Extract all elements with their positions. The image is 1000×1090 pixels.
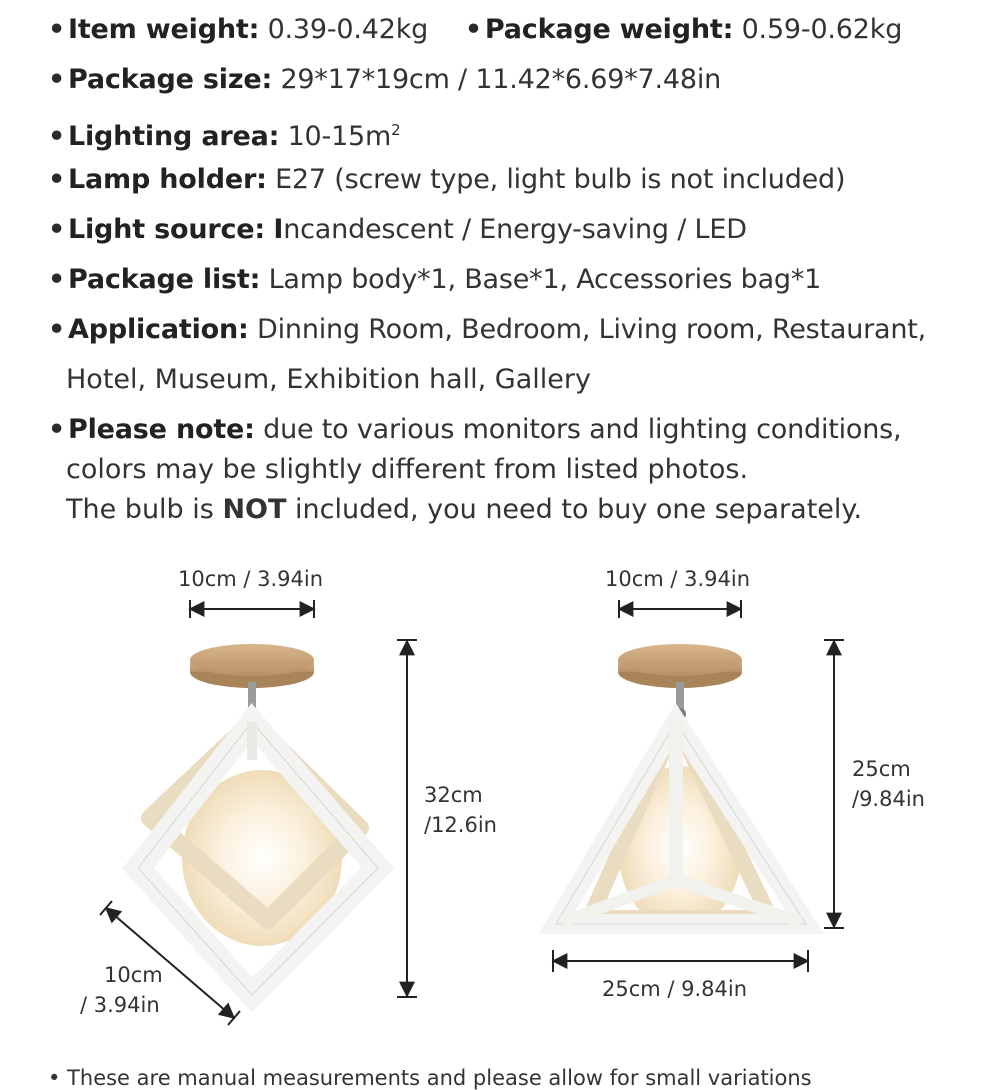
lamp-holder-label: Lamp holder:	[68, 164, 267, 195]
note-label: Please note:	[68, 414, 255, 445]
note-line3-bold: NOT	[222, 494, 287, 525]
cube-lamp	[138, 644, 378, 995]
note-line3-pre: The bulb is	[66, 494, 214, 525]
measurement-footnote: • These are manual measurements and please allow for small variations	[48, 1066, 812, 1090]
package-list-label: Package list:	[68, 264, 261, 295]
light-source-label: Light source:	[68, 214, 265, 245]
cube-wood-base	[190, 644, 314, 676]
bullet: •	[48, 164, 66, 195]
lighting-area-value: 10-15m	[287, 121, 392, 152]
pyramid-lamp	[556, 644, 806, 930]
pyramid-height-label-line1: 25cm	[852, 757, 911, 781]
item-weight-label: Item weight:	[68, 14, 260, 45]
note-line3-post: included, you need to buy one separately.	[295, 494, 863, 525]
pyramid-height-label-line2: /9.84in	[852, 787, 925, 811]
cube-height-label-line2: /12.6in	[424, 813, 497, 837]
item-weight-value: 0.39-0.42kg	[267, 14, 429, 45]
lighting-area-label: Lighting area:	[68, 121, 280, 152]
lamp-holder-value: E27 (screw type, light bulb is not included)	[275, 164, 846, 195]
note-line1: due to various monitors and lighting conditions,	[263, 414, 902, 445]
package-size-value: 29*17*19cm / 11.42*6.69*7.48in	[280, 64, 722, 95]
bullet: •	[464, 14, 482, 45]
bullet: •	[48, 214, 66, 245]
application-value-line1: Dinning Room, Bedroom, Living room, Restaurant,	[257, 314, 927, 345]
cube-top-width-label: 10cm / 3.94in	[178, 567, 324, 591]
lighting-area-sup: 2	[391, 121, 401, 139]
package-weight-value: 0.59-0.62kg	[741, 14, 903, 45]
package-list-value: Lamp body*1, Base*1, Accessories bag*1	[268, 264, 822, 295]
pyramid-bottom-width-label: 25cm / 9.84in	[602, 977, 748, 1001]
cube-height-label-line1: 32cm	[424, 783, 483, 807]
package-size-label: Package size:	[68, 64, 273, 95]
bullet: •	[48, 121, 66, 152]
application-label: Application:	[68, 314, 249, 345]
package-weight-label: Package weight:	[484, 14, 734, 45]
bullet: •	[48, 414, 66, 445]
note-line2: colors may be slightly different from listed photos.	[66, 454, 749, 485]
bullet: •	[48, 264, 66, 295]
bullet: •	[48, 314, 66, 345]
bullet: •	[48, 14, 66, 45]
light-source-initial: I	[273, 214, 284, 245]
bullet: •	[48, 64, 66, 95]
light-source-value: ncandescent / Energy-saving / LED	[283, 214, 747, 245]
cube-side-label-line1: 10cm	[104, 963, 163, 987]
cube-side-label-line2: / 3.94in	[80, 993, 160, 1017]
pyramid-top-width-label: 10cm / 3.94in	[605, 567, 751, 591]
application-value-line2: Hotel, Museum, Exhibition hall, Gallery	[66, 364, 591, 395]
pyramid-wood-base	[618, 644, 742, 676]
